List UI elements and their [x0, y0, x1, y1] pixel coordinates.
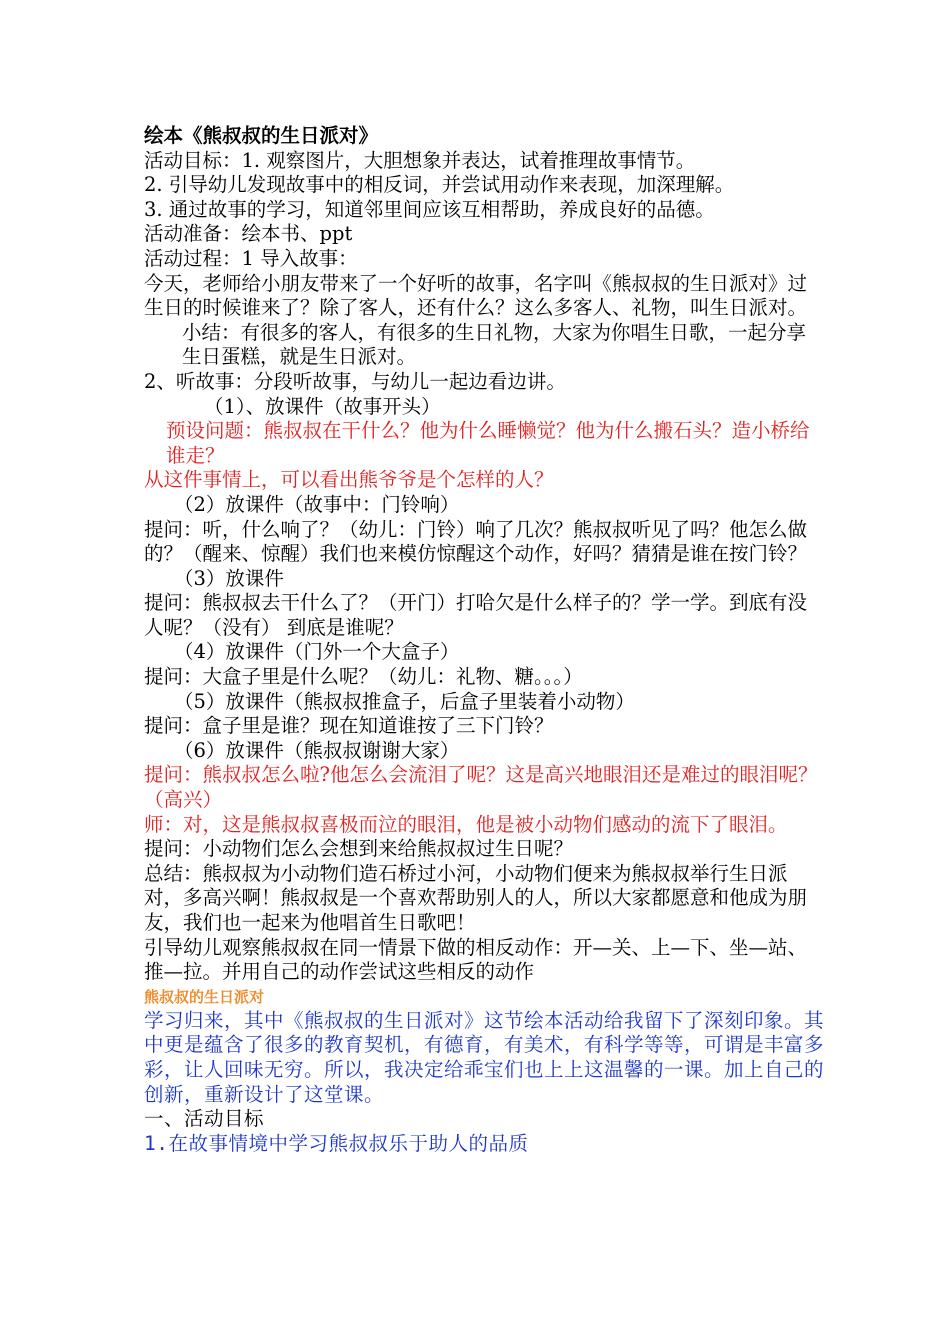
document-body	[144, 124, 824, 1156]
goal-line-1: 活动目标：1. 观察图片，大胆想象并表达，试着推理故事情节。	[144, 148, 696, 172]
activity-process: 活动过程：1 导入故事：	[144, 246, 358, 270]
question-6: 提问：熊叔叔怎么啦?他怎么会流泪了呢？这是高兴地眼泪还是难过的眼泪呢？（高兴）	[144, 763, 818, 812]
step-1: （1）、放课件（故事开头）	[204, 394, 441, 418]
question-3: 提问：熊叔叔去干什么了？（开门）打哈欠是什么样子的？学一学。到底有没人呢？（没有） 到底是谁呢？	[144, 591, 808, 639]
question-5: 提问：盒子里是谁？现在知道谁按了三下门铃？	[144, 714, 554, 738]
second-subtitle: 熊叔叔的生日派对	[144, 987, 265, 1006]
question-2: 提问：听，什么响了？（幼儿：门铃）响了几次？熊叔叔听见了吗？他怎么做的？（醒来、惊醒）我们也来模仿惊醒这个动作，好吗？猜猜是谁在按门铃？	[144, 517, 808, 566]
preset-question: 预设问题：熊叔叔在干什么？他为什么睡懒觉？他为什么搬石头？造小桥给谁走？	[166, 419, 810, 467]
intro-paragraph: 今天，老师给小朋友带来了一个好听的故事，名字叫《熊叔叔的生日派对》过生日的时候谁来了？除了客人，还有什么？这么多客人、礼物，叫生日派对。	[144, 271, 808, 320]
step-6: （6）放课件（熊叔叔谢谢大家）	[174, 738, 460, 762]
summary-paragraph: 小结：有很多的客人，有很多的生日礼物，大家为你唱生日歌，一起分享生日蛋糕，就是生日派对。	[182, 320, 807, 369]
goal-item-1: 1.在故事情境中学习熊叔叔乐于助人的品质	[144, 1131, 529, 1155]
preset-question-2: 从这件事情上，可以看出熊爷爷是个怎样的人？	[144, 468, 554, 492]
goal-line-3: 3. 通过故事的学习，知道邻里间应该互相帮助，养成良好的品德。	[144, 197, 715, 221]
guide-paragraph: 引导幼儿观察熊叔叔在同一情景下做的相反动作：开—关、上—下、坐—站、推—拉。并用自己的动作尝试这些相反的动作	[144, 935, 808, 984]
goal-line-2: 2. 引导幼儿发现故事中的相反词，并尝试用动作来表现，加深理解。	[144, 173, 735, 197]
teacher-remark: 师：对，这是熊叔叔喜极而泣的眼泪，他是被小动物们感动的流下了眼泪。	[144, 812, 788, 836]
reflection-paragraph: 学习归来，其中《熊叔叔的生日派对》这节绘本活动给我留下了深刻印象。其中更是蕴含了很多的教育契机，有德育，有美术，有科学等等，可谓是丰富多彩，让人回味无穷。所以，我决定给乖宝们也上上这温馨的一课。加上自己的创新，重新设计了这堂课。	[144, 1008, 825, 1106]
activity-prep: 活动准备：绘本书、ppt	[144, 222, 353, 246]
summary-2: 总结：熊叔叔为小动物们造石桥过小河，小动物们便来为熊叔叔举行生日派对，多高兴啊！熊叔叔是一个喜欢帮助别人的人，所以大家都愿意和他成为朋友，我们也一起来为他唱首生日歌吧！	[144, 861, 808, 934]
question-4: 提问：大盒子里是什么呢？（幼儿：礼物、糖。。。）	[144, 665, 583, 689]
step-5: （5）放课件（熊叔叔推盒子，后盒子里装着小动物）	[174, 689, 635, 713]
step-2: （2）放课件（故事中：门铃响）	[174, 492, 460, 516]
document-title: 绘本《熊叔叔的生日派对》	[144, 124, 379, 147]
step-4: （4）放课件（门外一个大盒子）	[174, 640, 460, 664]
listen-story: 2、听故事：分段听故事，与幼儿一起边看边讲。	[144, 369, 566, 393]
question-7: 提问：小动物们怎么会想到来给熊叔叔过生日呢？	[144, 837, 574, 861]
section-heading: 一、活动目标	[144, 1107, 265, 1131]
step-3: （3）放课件	[174, 566, 284, 590]
